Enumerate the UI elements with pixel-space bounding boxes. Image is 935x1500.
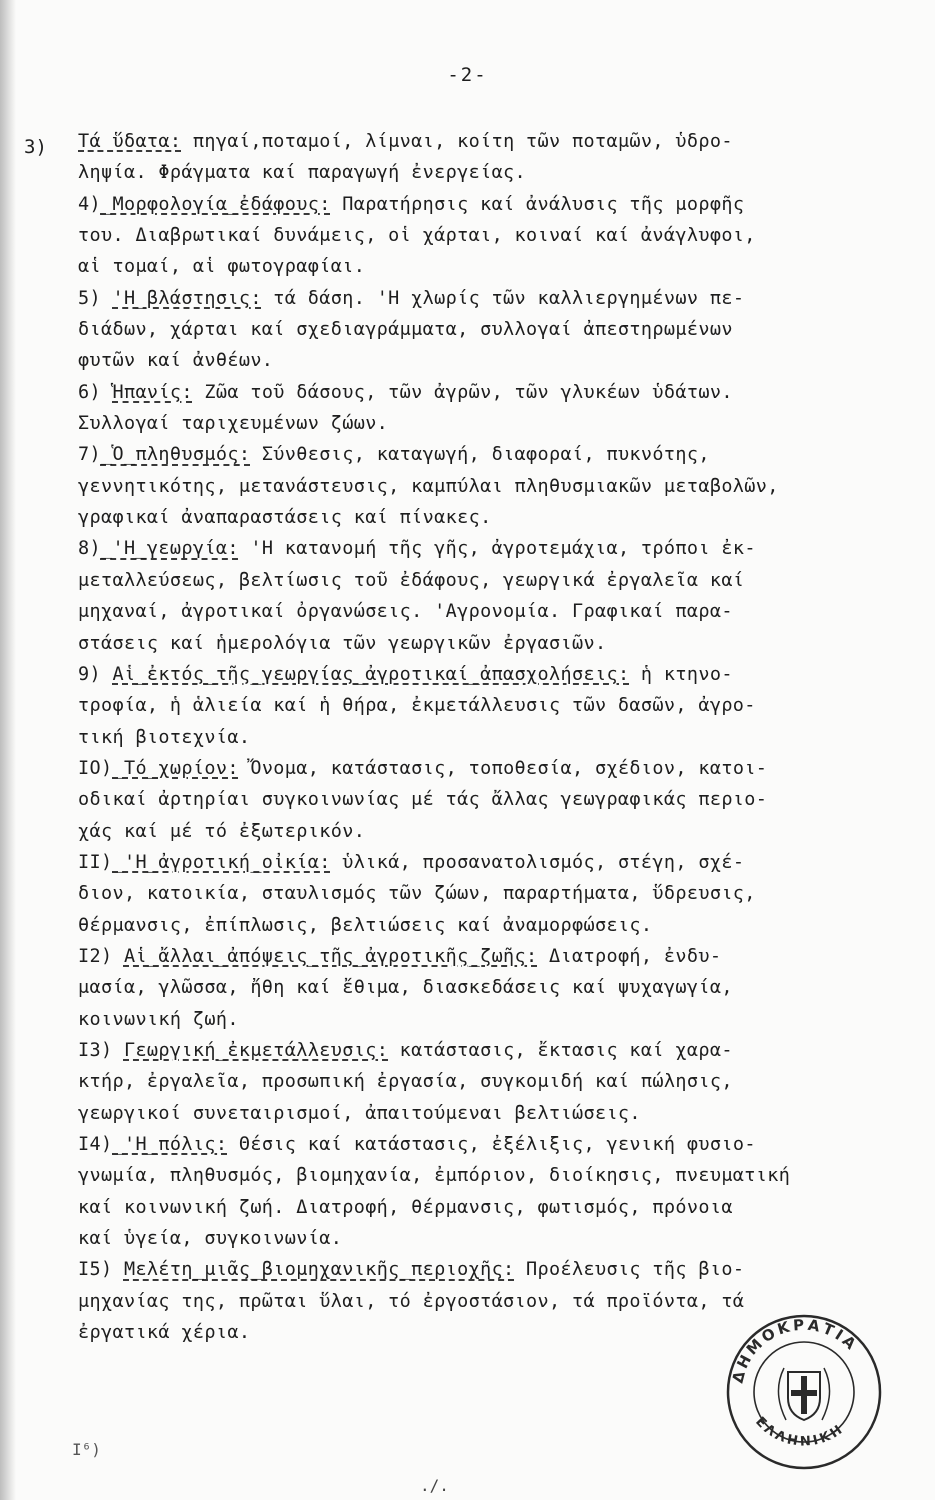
text-segment: μηχανίας της, πρῶται ὕλαι, τό ἐργοστάσιον, τά προϊόντα, τά — [78, 1290, 745, 1312]
text-segment: γνωμία, πληθυσμός, βιομηχανία, ἐμπόριον, διοίκησις, πνευματική — [78, 1165, 791, 1187]
text-segment: Προέλευσις τῆς βιο- — [514, 1259, 745, 1281]
text-line — [78, 1254, 868, 1285]
section-heading: _'Η_ἀγροτική_οἰκία: — [112, 851, 331, 873]
text-line — [78, 941, 868, 972]
text-segment: 9) — [78, 663, 113, 685]
text-segment: γραφικαί ἀναπαραστάσεις καί πίνακες. — [78, 507, 492, 529]
text-line — [78, 565, 868, 596]
text-line — [78, 722, 868, 753]
text-line — [78, 1004, 868, 1035]
text-line — [78, 784, 868, 815]
paragraph — [78, 439, 868, 533]
text-line — [78, 1129, 868, 1160]
text-segment: γεωργικοί συνεταιρισμοί, ἀπαιτούμεναι βελτιώσεις. — [78, 1102, 641, 1124]
paragraph — [78, 189, 868, 283]
official-seal-stamp — [722, 1310, 887, 1475]
stamp-top-text: ΔΗΜΟΚΡΑΤΙΑ — [728, 1315, 862, 1385]
text-segment: Ι2) — [78, 945, 124, 967]
section-heading: _'Η_πόλις: — [112, 1134, 228, 1155]
text-line — [78, 1192, 868, 1223]
text-line — [78, 220, 868, 251]
scan-edge-shadow — [0, 0, 16, 1500]
text-line — [78, 126, 868, 157]
text-segment: ἡ κτηνο- — [629, 663, 733, 685]
text-line — [78, 1098, 868, 1129]
text-line — [78, 157, 868, 188]
text-segment: μασία, γλῶσσα, ἤθη καί ἔθιμα, διασκεδάσεις καί ψυχαγωγία, — [78, 977, 733, 999]
text-segment: γεννητικότης, μετανάστευσις, καμπύλαι πληθυσμιακῶν μεταβολῶν, — [78, 475, 779, 497]
text-segment: χάς καί μέ τό ἐξωτερικόν. — [78, 820, 366, 842]
text-segment: Ὄνομα, κατάστασις, τοποθεσία, σχέδιον, κατοι- — [238, 757, 768, 779]
text-segment: Ι3) — [78, 1039, 124, 1061]
text-segment: στάσεις καί ἡμερολόγια τῶν γεωργικῶν ἐργασιῶν. — [78, 632, 607, 654]
text-segment: Ι5) — [78, 1259, 124, 1281]
text-line — [78, 408, 868, 439]
paragraph — [78, 126, 868, 189]
text-line — [78, 659, 868, 690]
stamp-bottom-text: ΕΛΛΗΝΙΚΗ — [752, 1414, 848, 1450]
text-line — [78, 1223, 868, 1254]
text-segment: Ι4) — [78, 1134, 113, 1155]
paragraph — [78, 533, 868, 658]
section-heading: 'Η_βλάστησις: — [112, 287, 262, 309]
paragraph — [78, 941, 868, 1035]
text-line — [78, 439, 868, 470]
paragraph — [78, 1129, 868, 1254]
text-line — [78, 471, 868, 502]
section-heading: Τά ὕδατα: — [78, 131, 182, 152]
text-line — [78, 847, 868, 878]
text-line — [78, 972, 868, 1003]
text-segment: Ζῶα τοῦ δάσους, τῶν ἀγρῶν, τῶν γλυκέων ὑδάτων. — [192, 381, 733, 403]
text-segment: ἐργατικά χέρια. — [78, 1322, 251, 1344]
svg-text:ΕΛΛΗΝΙΚΗ — [752, 1414, 847, 1449]
section-heading: Αἱ_ἐκτός_τῆς_γεωργίας_ἀγροτικαί_ἀπασχολήσεις: — [112, 663, 630, 685]
svg-text:ΔΗΜΟΚΡΑΤΙΑ — [729, 1316, 862, 1385]
text-segment: ΙΟ) — [78, 757, 113, 779]
section-heading: _Τό_χωρίον: — [112, 757, 239, 779]
text-segment: θέρμανσις, ἐπίπλωσις, βελτιώσεις καί ἀναμορφώσεις. — [78, 914, 653, 936]
text-line — [78, 596, 868, 627]
paragraph — [78, 377, 868, 440]
section-heading: _Ὁ_πληθυσμός: — [100, 444, 251, 466]
text-line — [78, 345, 868, 376]
text-segment: Θέσις καί κατάστασις, ἐξέλιξις, γενική φυσιο- — [227, 1134, 756, 1155]
text-line — [78, 189, 868, 220]
text-segment: καί κοινωνική ζωή. Διατροφή, θέρμανσις, φωτισμός, πρόνοια — [78, 1196, 733, 1218]
page-number: -2- — [447, 64, 488, 86]
text-segment: διον, κατοικία, σταυλισμός τῶν ζώων, παραρτήματα, ὕδρευσις, — [78, 883, 756, 905]
paragraph — [78, 1035, 868, 1129]
text-segment: κοινωνική ζωή. — [78, 1008, 239, 1030]
document-body — [78, 126, 868, 1348]
paragraph — [78, 283, 868, 377]
text-segment: τική βιοτεχνία. — [78, 726, 251, 748]
text-segment: κτήρ, ἐργαλεῖα, προσωπική ἐργασία, συγκομιδή καί πώλησις, — [78, 1071, 733, 1093]
text-line — [78, 1035, 868, 1066]
text-line — [78, 878, 868, 909]
text-line — [78, 910, 868, 941]
text-segment: καί ὑγεία, συγκοινωνία. — [78, 1228, 343, 1250]
text-segment: ΙΙ) — [78, 851, 113, 873]
text-line — [78, 690, 868, 721]
text-segment: οδικαί ἀρτηρίαι συγκοινωνίας μέ τάς ἄλλας γεωγραφικάς περιο- — [78, 789, 768, 811]
text-segment: 4) — [78, 193, 101, 215]
text-segment: 6) — [78, 381, 113, 403]
coat-of-arms-icon — [778, 1368, 829, 1420]
text-segment: αἱ τομαί, αἱ φωτογραφίαι. — [78, 256, 366, 278]
text-segment: μεταλλεύσεως, βελτίωσις τοῦ ἐδάφους, γεωργικά ἐργαλεῖα καί — [78, 569, 745, 591]
text-segment: 8) — [78, 538, 101, 560]
section-heading: _Μορφολογία_ἐδάφους: — [100, 193, 331, 215]
text-line — [78, 1066, 868, 1097]
text-line — [78, 753, 868, 784]
text-line — [78, 1160, 868, 1191]
text-segment: Διατροφή, ἐνδυ- — [537, 945, 722, 967]
section-heading: Γεωργική_ἐκμετάλλευσις: — [123, 1039, 389, 1061]
text-line — [78, 502, 868, 533]
text-line — [78, 816, 868, 847]
text-line — [78, 314, 868, 345]
paragraph — [78, 659, 868, 753]
text-segment: Συλλογαί ταριχευμένων ζώων. — [78, 413, 389, 435]
section-heading: Αἱ_ἄλλαι_ἀπόψεις_τῆς_ἀγροτικῆς_ζωῆς: — [123, 945, 538, 967]
paragraph — [78, 753, 868, 847]
text-segment: τά δάση. 'Η χλωρίς τῶν καλλιεργημένων πε- — [261, 287, 745, 309]
text-line — [78, 533, 868, 564]
section-heading: Μελέτη_μιᾶς_βιομηχανικῆς_περιοχῆς: — [123, 1259, 515, 1281]
text-segment: Παρατήρησις καί ἀνάλυσις τῆς μορφῆς — [330, 193, 745, 215]
continuation-mark: ./. — [420, 1476, 449, 1495]
text-segment: Σύνθεσις, καταγωγή, διαφοραί, πυκνότης, — [250, 444, 710, 466]
text-line — [78, 251, 868, 282]
section-heading: Ἡπανίς: — [112, 381, 193, 403]
text-segment: ληψία. Φράγματα καί παραγωγή ἐνεργείας. — [78, 162, 527, 184]
text-line — [78, 628, 868, 659]
text-segment: μηχαναί, ἀγροτικαί ὀργανώσεις. 'Αγρονομία. Γραφικαί παρα- — [78, 601, 733, 623]
text-segment: ὑλικά, προσανατολισμός, στέγη, σχέ- — [330, 851, 745, 873]
text-segment: πηγαί,ποταμοί, λίμναι, κοίτη τῶν ποταμῶν, ὑδρο- — [181, 131, 733, 152]
text-line — [78, 377, 868, 408]
text-line — [78, 283, 868, 314]
text-segment: του. Διαβρωτικαί δυνάμεις, οἱ χάρται, κοιναί καί ἀνάγλυφοι, — [78, 225, 756, 247]
faded-item-number: Ι⁶) — [72, 1440, 101, 1459]
section-heading: _'Η_γεωργία: — [100, 538, 239, 560]
text-segment: τροφία, ἡ ἁλιεία καί ἡ θήρα, ἐκμετάλλευσις τῶν δασῶν, ἀγρο- — [78, 695, 756, 717]
text-segment: διάδων, χάρται καί σχεδιαγράμματα, συλλογαί ἀπεστηρωμένων — [78, 319, 733, 341]
paragraph — [78, 847, 868, 941]
margin-handwritten-mark: 3) — [24, 136, 47, 158]
text-segment: φυτῶν καί ἀνθέων. — [78, 350, 274, 372]
text-segment: 'Η κατανομή τῆς γῆς, ἀγροτεμάχια, τρόποι ἐκ- — [238, 538, 756, 560]
text-segment: 7) — [78, 444, 101, 466]
text-segment: κατάστασις, ἔκτασις καί χαρα- — [388, 1039, 733, 1061]
text-segment: 5) — [78, 287, 113, 309]
